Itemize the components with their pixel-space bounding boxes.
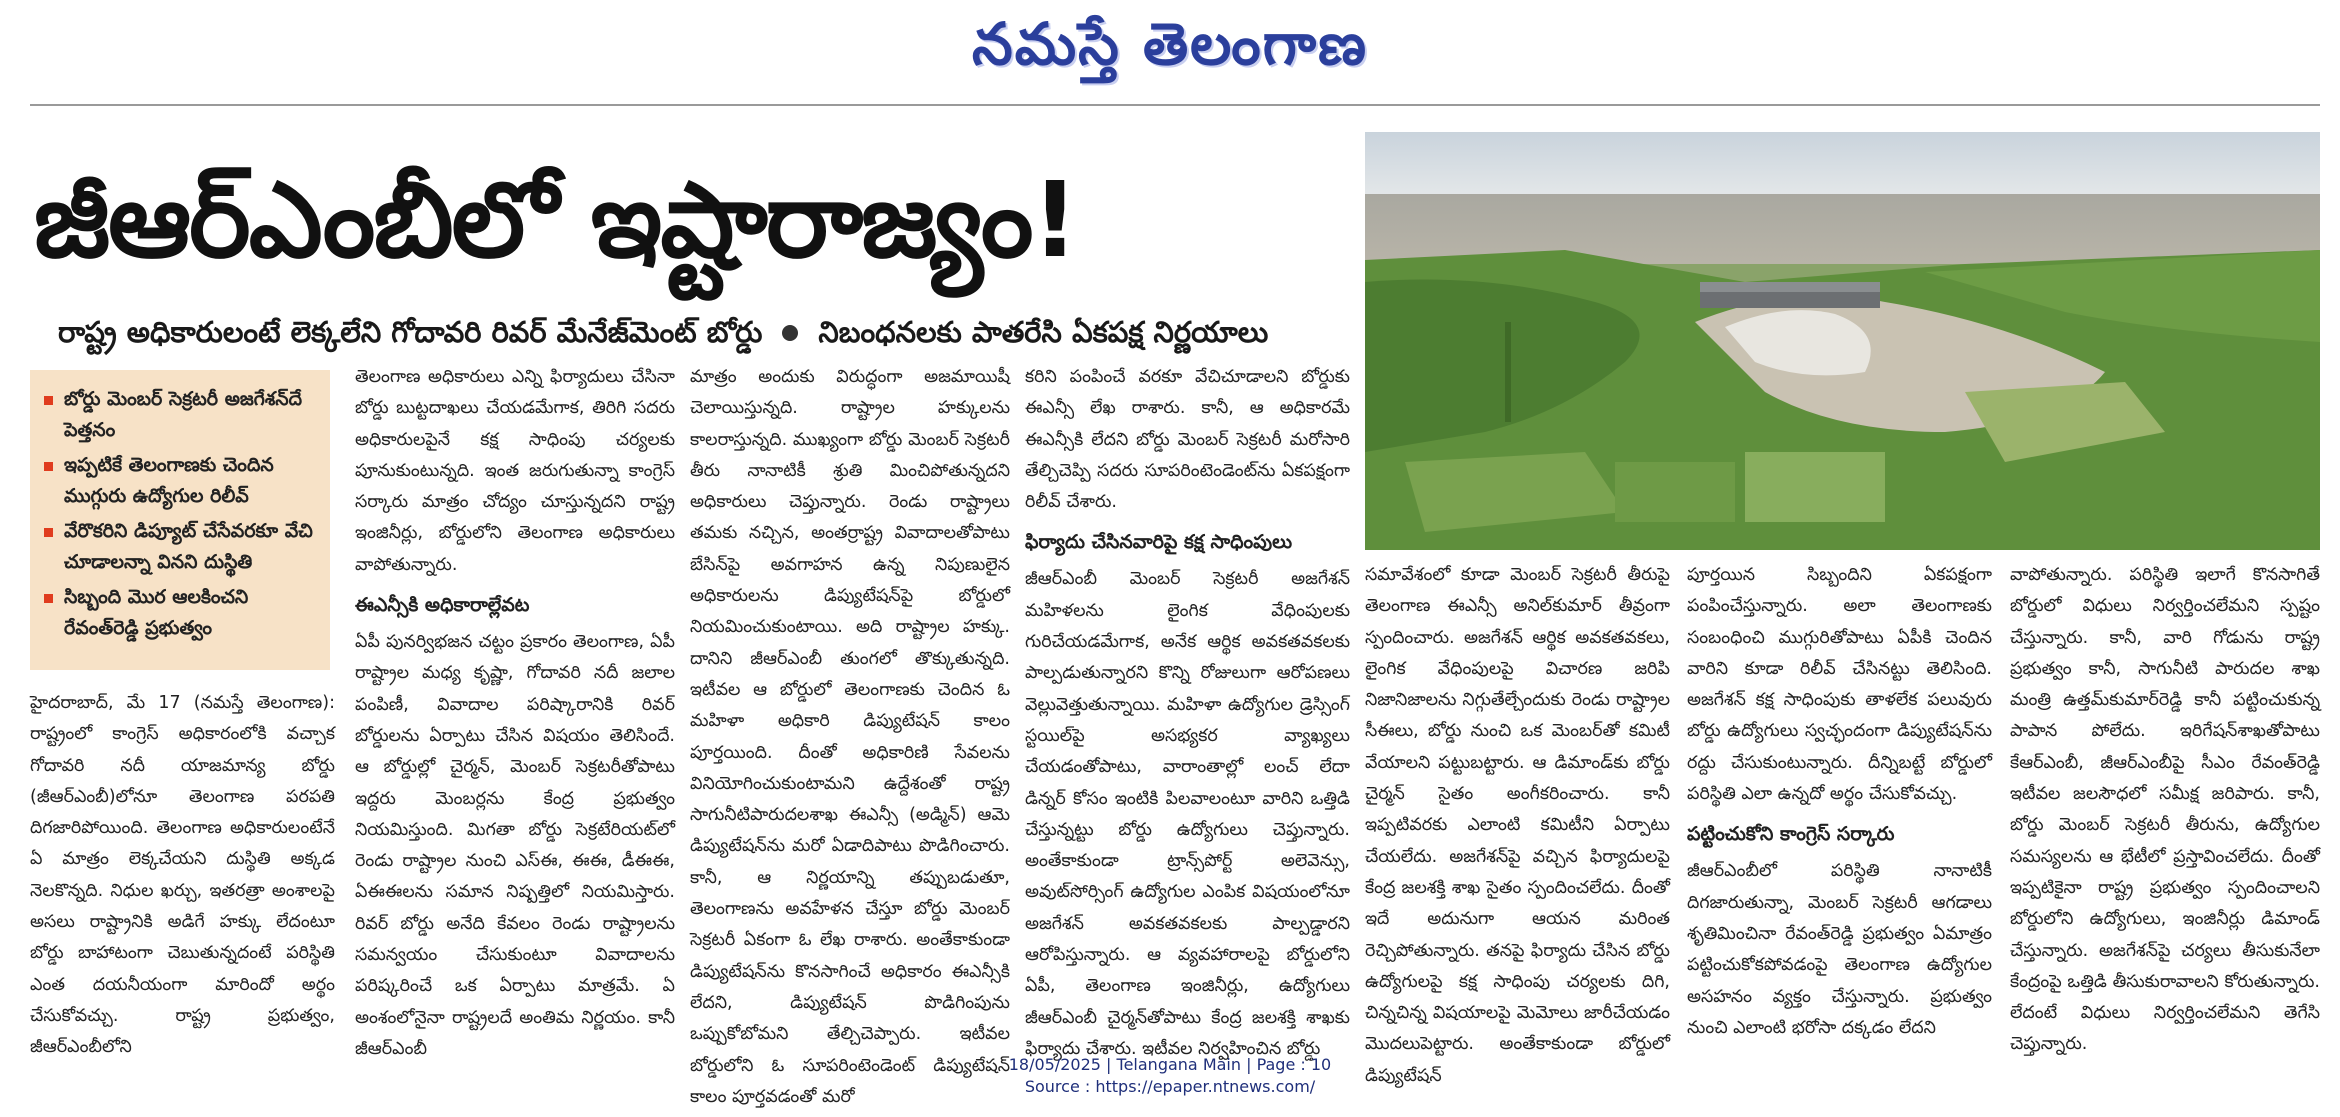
- square-bullet-icon: [44, 528, 53, 537]
- article-column-2: [355, 362, 675, 1059]
- masthead-rule: [30, 104, 2320, 106]
- page-footer: [0, 1054, 2340, 1098]
- square-bullet-icon: [44, 594, 53, 603]
- column-subheading: ఫిర్యాదు చేసినవారిపై కక్ష సాధింపులు: [1025, 531, 1293, 554]
- column-text: జీఆర్ఎంబీలో పరిస్థితి నానాటికీ దిగజారుతున్నా, మెంబర్ సెక్రటరీ ఆగడాలు శృతిమించినా రేవంత్‌రెడ్డి ప్రభుత్వం ఏమాత్రం పట్టించుకోకపోవడంపై తెలంగాణ ఉద్యోగుల అసహనం వ్యక్తం చేస్తున్నారు. ప్రభుత్వం నుంచి ఎలాంటి భరోసా దక్కడం లేదని: [1687, 861, 1992, 1038]
- article-column-1: [30, 688, 335, 1058]
- masthead-logo: నమస్తే తెలంగాణ: [972, 10, 1368, 78]
- article-column-6: [1687, 560, 1992, 1038]
- article-headline: జీఆర్ఎంబీలో ఇష్టారాజ్యం!: [34, 159, 1077, 281]
- column-text: పూర్తయిన సిబ్బందిని ఏకపక్షంగా పంపించేస్తున్నారు. అలా తెలంగాణకు సంబంధించి ముగ్గురితోపాటు ఏపీకి చెందిన వారిని కూడా రిలీవ్ చేసినట్టు తెలిసింది. అజగేశన్ కక్ష సాధింపుకు తాళలేక పలువురు బోర్డు ఉద్యోగులు స్వచ్ఛందంగా డిప్యుటేషన్‌ను రద్దు చేసుకుంటున్నారు. దీన్నిబట్టే బోర్డులో పరిస్థితి ఎలా ఉన్నదో అర్థం చేసుకోవచ్చు.: [1687, 565, 1992, 805]
- highlight-item: సిబ్బంది మొర ఆలకించని రేవంత్‌రెడ్డి ప్రభుత్వం: [42, 582, 320, 644]
- highlight-item: బోర్డు మెంబర్ సెక్రటరీ అజగేశన్‌దే పెత్తనం: [42, 384, 320, 446]
- column-text: సమావేశంలో కూడా మెంబర్ సెక్రటరీ తీరుపై తెలంగాణ ఈఎన్సీ అనిల్‌కుమార్ తీవ్రంగా స్పందించారు. అజగేశన్ ఆర్థిక అవకతవకలు, లైంగిక వేధింపులపై విచారణ జరిపి నిజానిజాలను నిగ్గుతేల్చేందుకు రెండు రాష్ట్రాల సీఈలు, బోర్డు నుంచి ఒక మెంబర్‌తో కమిటీ వేయాలని పట్టుబట్టారు. ఆ డిమాండ్‌కు బోర్డు చైర్మన్ సైతం అంగీకరించారు. కానీ ఇప్పటివరకు ఎలాంటి కమిటీని ఏర్పాటు చేయలేదు. అజగేశన్‌పై వచ్చిన ఫిర్యాదులపై కేంద్ర జలశక్తి శాఖ సైతం స్పందించలేదు. దీంతో ఇదే అదునుగా ఆయన మరింత రెచ్చిపోతున్నారు. తనపై ఫిర్యాదు చేసిన బోర్డు ఉద్యోగులపై కక్ష సాధింపు చర్యలకు దిగి, చిన్నచిన్న విషయాలపై మెమోలు జారీచేయడం మొదలుపెట్టారు. అంతేకాకుండా బోర్డులో డిప్యుటేషన్: [1365, 565, 1670, 1086]
- subhead-bullet-icon: [782, 325, 798, 341]
- article-photo: [1365, 132, 2320, 550]
- highlights-list: [42, 384, 320, 644]
- column-subheading: ఈఎన్సీకి అధికారాల్లేవట: [355, 594, 530, 617]
- article-column-7: [2010, 560, 2320, 1055]
- highlight-item: ఇప్పటికే తెలంగాణకు చెందిన ముగ్గురు ఉద్యోగుల రిలీవ్: [42, 450, 320, 512]
- column-text: మాత్రం అందుకు విరుద్ధంగా అజమాయిషీ చెలాయిస్తున్నది. రాష్ట్రాల హక్కులను కాలరాస్తున్నది. ముఖ్యంగా బోర్డు మెంబర్ సెక్రటరీ తీరు నానాటికీ శ్రుతి మించిపోతున్నదని అధికారులు చెప్తున్నారు. రెండు రాష్ట్రాలు తమకు నచ్చిన, అంతర్రాష్ట్ర వివాదాలతోపాటు బేసిన్‌పై అవగాహన ఉన్న నిపుణులైన అధికారులను డిప్యుటేషన్‌పై బోర్డులో నియమించుకుంటాయి. అది రాష్ట్రాల హక్కు. దానిని జీఆర్ఎంబీ తుంగలో తొక్కుతున్నది. ఇటీవల ఆ బోర్డులో తెలంగాణకు చెందిన ఓ మహిళా అధికారి డిప్యుటేషన్ కాలం పూర్తయింది. దీంతో అధికారిణి సేవలను వినియోగించుకుంటామని ఉద్దేశంతో రాష్ట్ర సాగునీటిపారుదలశాఖ ఈఎన్సీ (అడ్మిన్) ఆమె డిప్యుటేషన్‌ను మరో ఏడాదిపాటు పొడిగించారు. కానీ, ఆ నిర్ణయాన్ని తప్పుబడుతూ, తెలంగాణను అవహేళన చేస్తూ బోర్డు మెంబర్ సెక్రటరీ ఏకంగా ఓ లేఖ రాశారు. అంతేకాకుండా డిప్యుటేషన్‌ను కొనసాగించే అధికారం ఈఎన్సీకి లేదని, డిప్యుటేషన్ పొడిగింపును ఒప్పుకోబోమని తేల్చిచెప్పారు. ఇటీవల బోర్డులోని ఓ సూపరింటెండెంట్ డిప్యుటేషన్ కాలం పూర్తవడంతో మరో: [690, 367, 1010, 1107]
- article-subhead: [58, 308, 1348, 356]
- column-text: జీఆర్ఎంబీ మెంబర్ సెక్రటరీ అజగేశన్ మహిళలను లైంగిక వేధింపులకు గురిచేయడమేగాక, అనేక ఆర్థిక అవకతవకలకు పాల్పడుతున్నారని కొన్ని రోజులుగా ఆరోపణలు వెల్లువెత్తుతున్నాయి. మహిళా ఉద్యోగుల డ్రెస్సింగ్ స్టయిల్‌పై అసభ్యకర వ్యాఖ్యలు చేయడంతోపాటు, వారాంతాల్లో లంచ్ లేదా డిన్నర్ కోసం ఇంటికి పిలవాలంటూ వారిని ఒత్తిడి చేస్తున్నట్టు బోర్డు ఉద్యోగులు చెప్తున్నారు. అంతేకాకుండా ట్రాన్స్‌పోర్ట్ అలెవెన్సు, అవుట్‌సోర్సింగ్ ఉద్యోగుల ఎంపిక విషయంలోనూ అజగేశన్ అవకతవకలకు పాల్పడ్డారని ఆరోపిస్తున్నారు. ఆ వ్యవహారాలపై బోర్డులోని ఏపీ, తెలంగాణ ఇంజినీర్లు, ఉద్యోగులు జీఆర్ఎంబీ చైర్మన్‌తోపాటు కేంద్ర జలశక్తి శాఖకు ఫిర్యాదు చేశారు. ఇటీవల నిర్వహించిన బోర్డు: [1025, 569, 1350, 1059]
- column-text: ఏపీ పునర్విభజన చట్టం ప్రకారం తెలంగాణ, ఏపీ రాష్ట్రాల మధ్య కృష్ణా, గోదావరి నదీ జలాల పంపిణీ, వివాదాల పరిష్కారానికి రివర్ బోర్డులను ఏర్పాటు చేసిన విషయం తెలిసిందే. ఆ బోర్డుల్లో చైర్మన్, మెంబర్ సెక్రటరీతోపాటు ఇద్దరు మెంబర్లను కేంద్ర ప్రభుత్వం నియమిస్తుంది. మిగతా బోర్డు సెక్రటేరియట్‌లో రెండు రాష్ట్రాల నుంచి ఎస్‌ఈ, ఈఈ, డీఈఈ, ఏఈఈలను సమాన నిష్పత్తిలో నియమిస్తారు. రివర్ బోర్డు అనేది కేవలం రెండు రాష్ట్రాలను సమన్వయం చేసుకుంటూ వివాదాలను పరిష్కరించే ఒక ఏర్పాటు మాత్రమే. ఏ అంశంలోనైనా రాష్ట్రలదే అంతిమ నిర్ణయం. కానీ జీఆర్ఎంబీ: [355, 632, 675, 1059]
- subhead-right: నిబంధనలకు పాతరేసి ఏకపక్ష నిర్ణయాలు: [818, 315, 1269, 349]
- column-text: తెలంగాణ అధికారులు ఎన్ని ఫిర్యాదులు చేసినా బోర్డు బుట్టదాఖలు చేయడమేగాక, తిరిగి సదరు అధికారులపైనే కక్ష సాధింపు చర్యలకు పూనుకుంటున్నది. ఇంత జరుగుతున్నా కాంగ్రెస్ సర్కారు మాత్రం చోద్యం చూస్తున్నదని రాష్ట్ర ఇంజినీర్లు, బోర్డులోని తెలంగాణ అధికారులు వాపోతున్నారు.: [355, 367, 675, 575]
- column-subheading: పట్టించుకోని కాంగ్రెస్ సర్కారు: [1687, 823, 1895, 846]
- square-bullet-icon: [44, 396, 53, 405]
- article-column-4: [1025, 362, 1350, 1059]
- square-bullet-icon: [44, 462, 53, 471]
- masthead: [0, 0, 2340, 98]
- highlight-item: వేరొకరిని డిప్యూట్ చేసేవరకూ వేచి చూడాలన్నా వినని దుస్థితి: [42, 516, 320, 578]
- dam-photo-illustration: [1365, 132, 2320, 550]
- footer-edition: 18/05/2025 | Telangana Main | Page : 10: [1008, 1055, 1332, 1074]
- column-text: వాపోతున్నారు. పరిస్థితి ఇలాగే కొనసాగితే బోర్డులో విధులు నిర్వర్తించలేమని స్పష్టం చేస్తున్నారు. కానీ, వారి గోడును రాష్ట్ర ప్రభుత్వం కానీ, సాగునీటి పారుదల శాఖ మంత్రి ఉత్తమ్‌కుమార్‌రెడ్డి కానీ పట్టించుకున్న పాపాన పోలేదు. ఇరిగేషన్‌శాఖతోపాటు కేఆర్ఎంబీ, జీఆర్ఎంబీపై సీఎం రేవంత్‌రెడ్డి ఇటీవల జలసౌధలో సమీక్ష జరిపారు. కానీ, బోర్డు మెంబర్ సెక్రటరీ తీరును, ఉద్యోగుల సమస్యలను ఆ భేటీలో ప్రస్తావించలేదు. దీంతో ఇప్పటికైనా రాష్ట్ర ప్రభుత్వం స్పందించాలని బోర్డులోని ఉద్యోగులు, ఇంజినీర్లు డిమాండ్ చేస్తున్నారు. అజగేశన్‌పై చర్యలు తీసుకునేలా కేంద్రంపై ఒత్తిడి తీసుకురావాలని కోరుతున్నారు. లేదంటే విధులు నిర్వర్తించలేమని తెగేసి చెప్తున్నారు.: [2010, 565, 2320, 1055]
- column-text: హైదరాబాద్, మే 17 (నమస్తే తెలంగాణ): రాష్ట్రంలో కాంగ్రెస్ అధికారంలోకి వచ్చాక గోదావరి నదీ యాజమాన్య బోర్డు (జీఆర్ఎంబీ)లోనూ తెలంగాణ పరపతి దిగజారిపోయింది. తెలంగాణ అధికారులంటేనే ఏ మాత్రం లెక్కచేయని దుస్థితి అక్కడ నెలకొన్నది. నిధుల ఖర్చు, ఇతరత్రా అంశాలపై అసలు రాష్ట్రానికి అడిగే హక్కు లేదంటూ బోర్డు బాహాటంగా చెబుతున్నదంటే పరిస్థితి ఎంత దయనీయంగా మారిందో అర్థం చేసుకోవచ్చు. రాష్ట్ర ప్రభుత్వం, జీఆర్ఎంబీలోని: [30, 693, 335, 1058]
- article-column-3: [690, 362, 1010, 1107]
- footer-source-link[interactable]: Source : https://epaper.ntnews.com/: [1024, 1077, 1316, 1096]
- subhead-left: రాష్ట్ర అధికారులంటే లెక్కలేని గోదావరి రివర్ మేనేజ్‌మెంట్ బోర్డు: [58, 315, 763, 349]
- highlights-box: [30, 370, 330, 670]
- article-column-5: [1365, 560, 1670, 1086]
- column-text: కరిని పంపించే వరకూ వేచిచూడాలని బోర్డుకు ఈఎన్సీ లేఖ రాశారు. కానీ, ఆ అధికారమే ఈఎన్సీకి లేదని బోర్డు మెంబర్ సెక్రటరీ మరోసారి తేల్చిచెప్పి సదరు సూపరింటెండెంట్‌ను ఏకపక్షంగా రిలీవ్ చేశారు.: [1025, 367, 1350, 513]
